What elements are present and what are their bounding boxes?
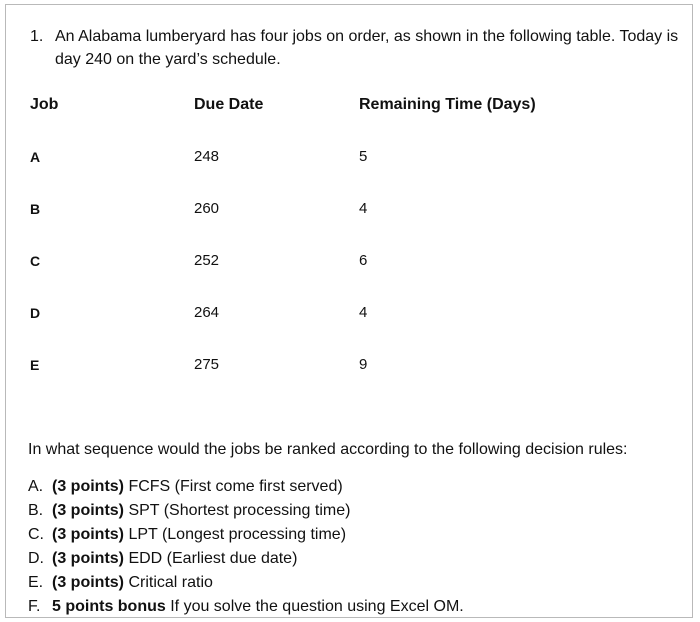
remaining-time-cell: 4 [359, 200, 368, 217]
option-points: (3 points) [52, 502, 124, 519]
due-date-cell: 264 [194, 304, 220, 321]
option-letter: C. [28, 526, 44, 543]
due-date-cell: 260 [194, 200, 220, 217]
due-date-cell: 248 [194, 148, 220, 165]
question-text-line-1: An Alabama lumberyard has four jobs on order, as shown in the following table. Today is [55, 28, 679, 45]
option-fcfs [28, 477, 343, 497]
option-lpt [28, 525, 346, 545]
question-text-line-2: day 240 on the yard’s schedule. [55, 51, 281, 68]
job-cell: E [30, 357, 40, 373]
due-date-cell: 275 [194, 356, 220, 373]
option-letter: E. [28, 574, 44, 591]
option-letter: B. [28, 502, 44, 519]
option-text: LPT (Longest processing time) [124, 526, 347, 543]
option-points: (3 points) [52, 574, 124, 591]
job-cell: B [30, 201, 41, 217]
document-frame [5, 4, 693, 618]
question-number: 1. [30, 28, 44, 45]
option-text: FCFS (First come first served) [124, 478, 343, 495]
option-text: Critical ratio [124, 574, 213, 591]
job-cell: A [30, 149, 41, 165]
option-excel-bonus [28, 597, 464, 617]
option-letter: F. [28, 598, 41, 615]
job-cell: D [30, 305, 41, 321]
option-points: (3 points) [52, 550, 124, 567]
option-points: 5 points bonus [52, 598, 166, 615]
job-cell: C [30, 253, 41, 269]
option-points: (3 points) [52, 526, 124, 543]
remaining-time-cell: 6 [359, 252, 368, 269]
option-letter: D. [28, 550, 44, 567]
option-points: (3 points) [52, 478, 124, 495]
due-date-cell: 252 [194, 252, 220, 269]
option-text: EDD (Earliest due date) [124, 550, 298, 567]
header-remaining-time: Remaining Time (Days) [359, 96, 536, 113]
remaining-time-cell: 4 [359, 304, 368, 321]
header-job: Job [30, 96, 59, 113]
option-letter: A. [28, 478, 44, 495]
option-spt [28, 501, 350, 521]
remaining-time-cell: 5 [359, 148, 368, 165]
decision-rules-prompt: In what sequence would the jobs be ranked according to the following decision rules: [28, 441, 628, 458]
option-edd [28, 549, 297, 569]
header-due-date: Due Date [194, 96, 264, 113]
option-critical-ratio [28, 573, 213, 593]
remaining-time-cell: 9 [359, 356, 368, 373]
option-text: If you solve the question using Excel OM. [165, 598, 464, 615]
option-text: SPT (Shortest processing time) [124, 502, 351, 519]
